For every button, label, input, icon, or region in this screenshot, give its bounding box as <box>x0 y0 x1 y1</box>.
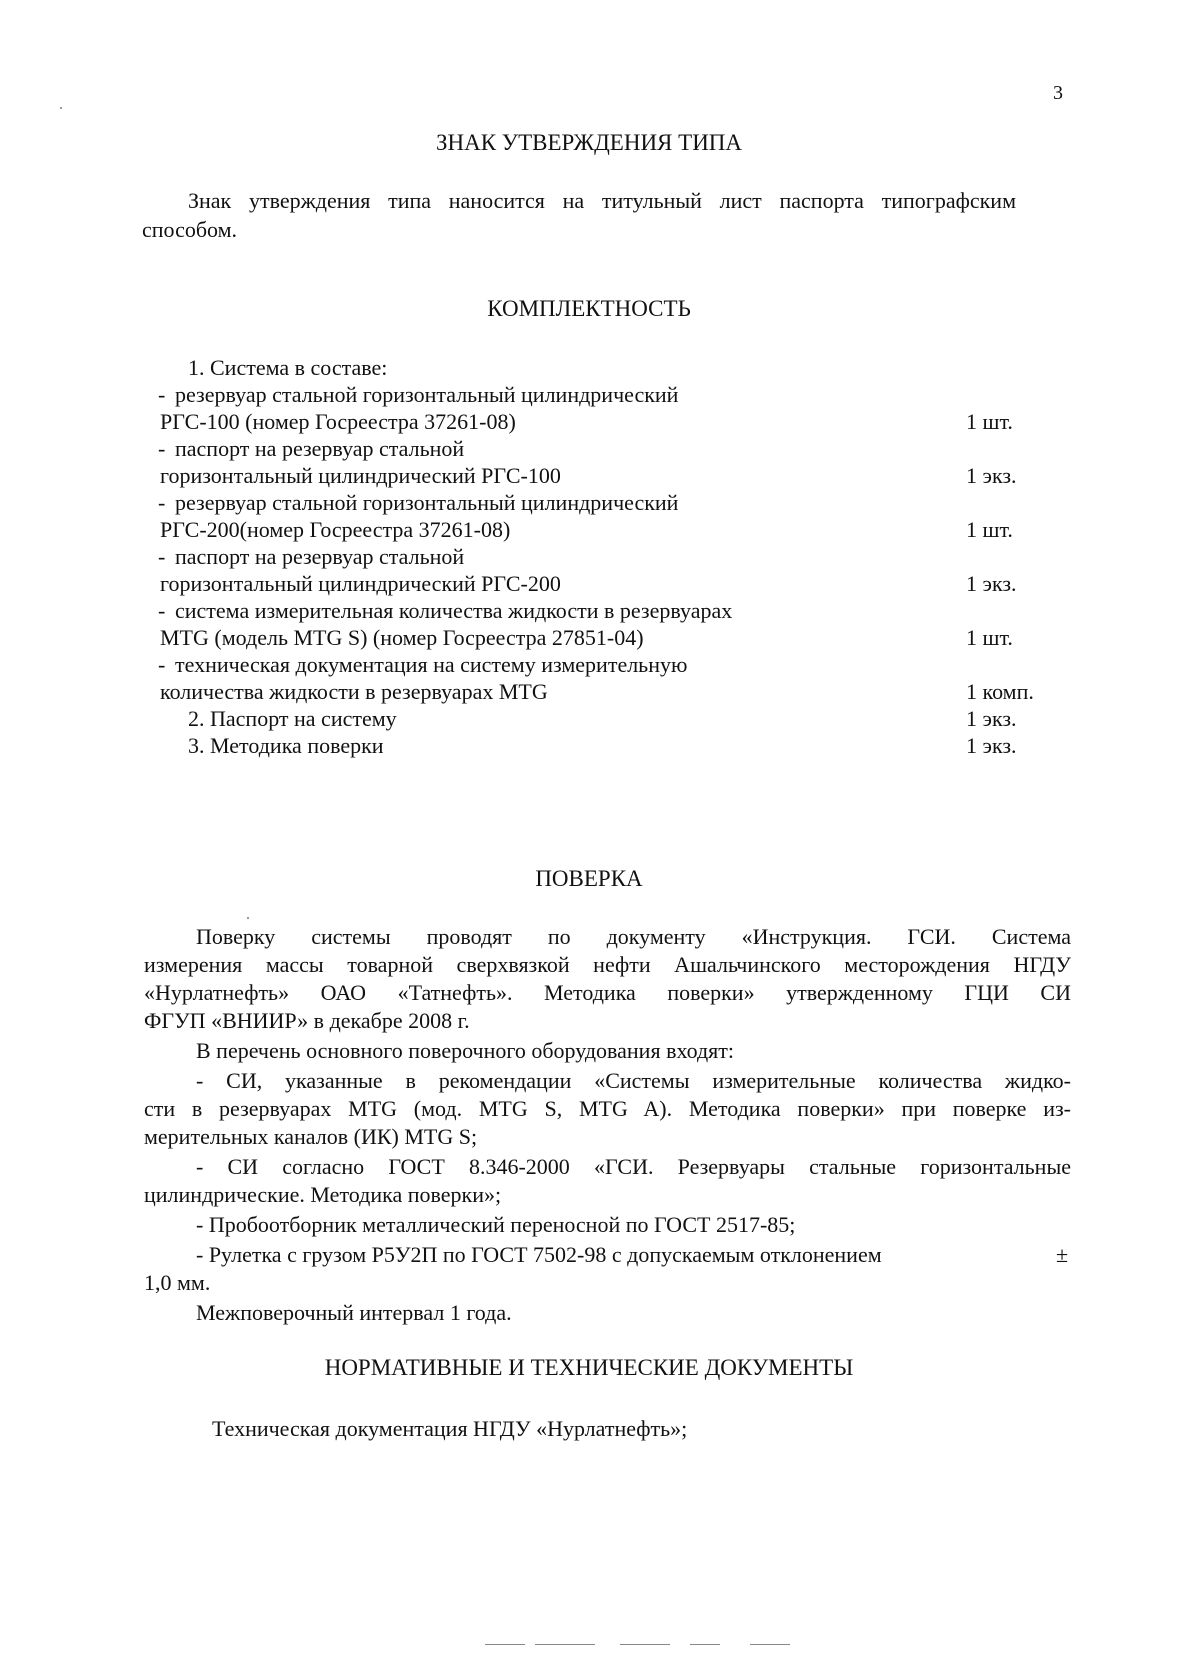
scan-noise <box>690 1644 720 1645</box>
verification-line-2: измерения массы товарной сверхвязкой нефти Ашальчинского месторождения НГДУ <box>144 952 1071 977</box>
scan-noise <box>620 1644 670 1645</box>
verification-line-9: - СИ согласно ГОСТ 8.346-2000 «ГСИ. Резервуары стальные горизонтальные <box>196 1154 1071 1179</box>
item-line-1: паспорт на резервуар стальной <box>175 544 465 569</box>
item-line-1: паспорт на резервуар стальной <box>175 436 465 461</box>
item-quantity: 1 шт. <box>966 517 1013 542</box>
scan-noise <box>750 1644 790 1645</box>
verification-line-7: сти в резервуарах MTG (мод. MTG S, MTG A). Методика поверки» при поверке из- <box>144 1096 1071 1121</box>
completeness-intro: 1. Система в составе: <box>188 355 388 380</box>
item-line-2: количества жидкости в резервуарах MTG <box>160 679 548 704</box>
scan-speck <box>247 917 249 919</box>
list-bullet: - <box>158 382 166 407</box>
item-label: 2. Паспорт на систему <box>188 706 397 731</box>
item-quantity: 1 экз. <box>966 463 1017 488</box>
item-line-2: РГС-100 (номер Госреестра 37261-08) <box>160 409 516 434</box>
verification-line-10: цилиндрические. Методика поверки»; <box>144 1182 502 1207</box>
item-line-2: горизонтальный цилиндрический РГС-100 <box>160 463 561 488</box>
item-label: 3. Методика поверки <box>188 733 384 758</box>
item-line-1: техническая документация на систему измерительную <box>175 652 688 677</box>
list-bullet: - <box>158 544 166 569</box>
item-quantity: 1 шт. <box>966 409 1013 434</box>
item-quantity: 1 экз. <box>966 733 1017 758</box>
verification-line-13: 1,0 мм. <box>144 1270 211 1295</box>
verification-line-1: Поверку системы проводят по документу «Инструкция. ГСИ. Система <box>196 924 1071 949</box>
item-line-2: РГС-200(номер Госреестра 37261-08) <box>160 517 511 542</box>
scan-noise <box>485 1644 525 1645</box>
item-quantity: 1 экз. <box>966 706 1017 731</box>
verification-line-5: В перечень основного поверочного оборудования входят: <box>196 1038 735 1063</box>
list-bullet: - <box>158 436 166 461</box>
scan-noise <box>535 1644 595 1645</box>
list-bullet: - <box>158 490 166 515</box>
item-quantity: 1 шт. <box>966 625 1013 650</box>
item-line-1: система измерительная количества жидкости в резервуарах <box>175 598 733 623</box>
normative-docs-heading: НОРМАТИВНЫЕ И ТЕХНИЧЕСКИЕ ДОКУМЕНТЫ <box>324 1355 854 1380</box>
list-bullet: - <box>158 652 166 677</box>
approval-mark-text-line-2: способом. <box>142 217 238 242</box>
list-bullet: - <box>158 598 166 623</box>
verification-heading: ПОВЕРКА <box>535 866 643 891</box>
item-quantity: 1 комп. <box>966 679 1034 704</box>
page-number: 3 <box>1053 82 1063 104</box>
item-line-2: горизонтальный цилиндрический РГС-200 <box>160 571 561 596</box>
verification-line-6: - СИ, указанные в рекомендации «Системы измерительные количества жидко- <box>196 1068 1071 1093</box>
item-line-1: резервуар стальной горизонтальный цилиндрический <box>175 490 679 515</box>
approval-mark-heading: ЗНАК УТВЕРЖДЕНИЯ ТИПА <box>435 130 743 155</box>
item-quantity: 1 экз. <box>966 571 1017 596</box>
item-line-1: резервуар стальной горизонтальный цилиндрический <box>175 382 679 407</box>
approval-mark-text-line-1: Знак утверждения типа наносится на титульный лист паспорта типографским <box>188 188 1016 213</box>
plus-minus-sign: ± <box>1056 1242 1069 1267</box>
verification-line-12: - Рулетка с грузом Р5У2П по ГОСТ 7502-98 с допускаемым отклонением <box>196 1242 882 1267</box>
normative-docs-line-1: Техническая документация НГДУ «Нурлатнефть»; <box>212 1416 688 1441</box>
completeness-heading: КОМПЛЕКТНОСТЬ <box>487 296 691 321</box>
verification-line-14: Межповерочный интервал 1 года. <box>196 1300 512 1325</box>
verification-line-11: - Пробоотборник металлический переносной по ГОСТ 2517-85; <box>196 1212 796 1237</box>
verification-line-4: ФГУП «ВНИИР» в декабре 2008 г. <box>144 1008 470 1033</box>
verification-line-8: мерительных каналов (ИК) MTG S; <box>144 1124 478 1149</box>
item-line-2: MTG (модель MTG S) (номер Госреестра 27851-04) <box>160 625 644 650</box>
verification-line-3: «Нурлатнефть» ОАО «Татнефть». Методика поверки» утвержденному ГЦИ СИ <box>144 980 1071 1005</box>
scan-speck <box>60 107 62 109</box>
